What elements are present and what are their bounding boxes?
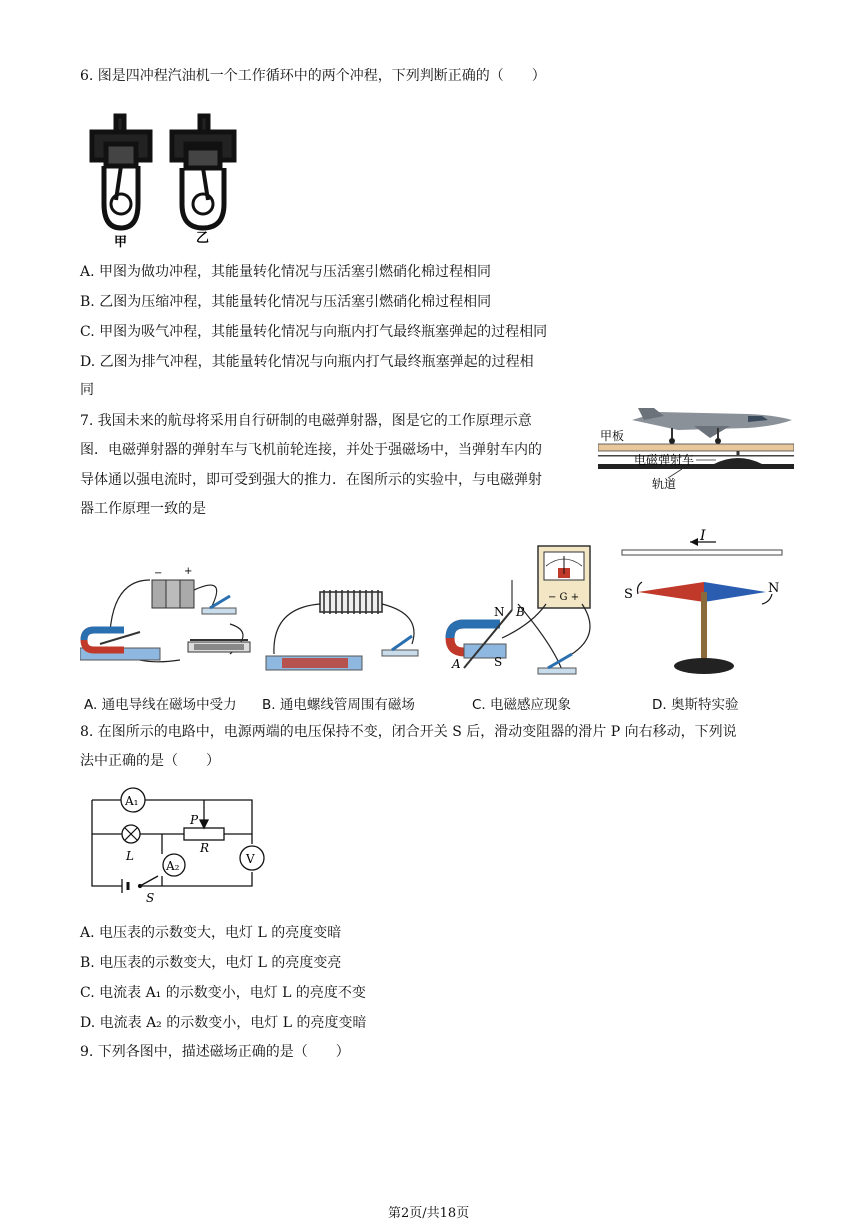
svg-text:S: S (146, 891, 155, 902)
label-a: A (452, 657, 461, 671)
label-cart: 电磁弹射车 (634, 453, 695, 467)
q6-option-d: D. 乙图为排气冲程，其能量转化情况与向瓶内打气最终瓶塞弹起的过程相 (80, 354, 534, 370)
q7-stem-line-1: 7. 我国未来的航母将采用自行研制的电磁弹射器，图是它的工作原理示意 (80, 413, 532, 429)
label-s: S (494, 655, 503, 669)
svg-text:A₁: A₁ (125, 794, 139, 808)
q8-option-b: B. 电压表的示数变大，电灯 L 的亮度变亮 (80, 955, 342, 971)
svg-text:V: V (246, 852, 255, 866)
svg-text:R: R (200, 841, 210, 855)
figure-c-induction (442, 544, 602, 684)
q7-stem-line-4: 器工作原理一致的是 (80, 501, 206, 517)
label-n: N (494, 605, 505, 619)
battery-pack (152, 566, 194, 608)
label-s-pole: S (624, 587, 633, 602)
engine-label-yi: 乙 (196, 231, 210, 246)
rheostat (188, 640, 250, 652)
catapult-figure (598, 398, 794, 494)
q7-stem-line-2: 图．电磁弹射器的弹射车与飞机前轮连接，并处于强磁场中，当弹射车内的 (80, 442, 542, 458)
figure-d-oersted (612, 524, 792, 682)
catapult-cart (714, 458, 762, 464)
needle-stand (701, 592, 707, 662)
deck (598, 444, 794, 451)
galvanometer (538, 546, 590, 608)
label-current: I (700, 528, 706, 544)
svg-text:− G +: − G + (548, 592, 580, 603)
battery (122, 879, 128, 893)
svg-text:−: − (154, 568, 163, 579)
q7-stem-line-3: 导体通以强电流时，即可受到强大的推力．在图所示的实验中，与电磁弹射 (80, 472, 542, 488)
q8-option-c: C. 电流表 A₁ 的示数变小，电灯 L 的亮度不变 (80, 985, 366, 1001)
straight-wire (622, 550, 782, 555)
caption-a: A. 通电导线在磁场中受力 (84, 697, 237, 713)
horseshoe-magnet (450, 624, 506, 658)
figure-a-wire-in-field (80, 562, 260, 674)
q6-option-d-cont: 同 (80, 382, 94, 398)
switch (382, 636, 418, 656)
q6-option-c: C. 甲图为吸气冲程，其能量转化情况与向瓶内打气最终瓶塞弹起的过程相同 (80, 324, 548, 340)
engine-jia (92, 116, 150, 228)
solenoid-coil (320, 590, 382, 614)
conductor-ab (464, 610, 512, 668)
stand-base (674, 658, 734, 674)
label-b: B (516, 605, 525, 619)
track (598, 464, 794, 469)
horseshoe-magnet (80, 630, 160, 660)
switch (202, 596, 236, 614)
q6-option-b: B. 乙图为压缩冲程，其能量转化情况与压活塞引燃硝化棉过程相同 (80, 294, 492, 310)
engine-strokes-figure (84, 104, 254, 250)
q8-stem-line-1: 8. 在图所示的电路中，电源两端的电压保持不变，闭合开关 S 后，滑动变阻器的滑片 P 向右移动，下列说 (80, 724, 737, 740)
q9-stem: 9. 下列各图中，描述磁场正确的是（ ） (80, 1044, 350, 1060)
label-track: 轨道 (652, 477, 677, 491)
engine-yi (172, 116, 234, 228)
label-deck: 甲板 (600, 429, 625, 443)
switch (538, 654, 576, 674)
figure-b-solenoid (262, 584, 437, 678)
q8-option-a: A. 电压表的示数变大，电灯 L 的亮度变暗 (80, 925, 342, 941)
svg-text:P: P (190, 813, 199, 827)
caption-c: C. 电磁感应现象 (472, 697, 572, 713)
caption-d: D. 奥斯特实验 (652, 697, 739, 713)
engine-label-jia: 甲 (114, 235, 128, 250)
svg-text:A₂: A₂ (166, 859, 180, 873)
q8-stem-line-2: 法中正确的是（ ） (80, 753, 220, 769)
svg-text:L: L (126, 849, 134, 863)
q8-option-d: D. 电流表 A₂ 的示数变小，电灯 L 的亮度变暗 (80, 1015, 367, 1031)
q6-stem: 6. 图是四冲程汽油机一个工作循环中的两个冲程，下列判断正确的（ ） (80, 68, 546, 84)
caption-b: B. 通电螺线管周围有磁场 (262, 697, 415, 713)
q6-option-a: A. 甲图为做功冲程，其能量转化情况与压活塞引燃硝化棉过程相同 (80, 264, 492, 280)
page-number: 第2页/共18页 (388, 1206, 470, 1221)
svg-text:+: + (184, 566, 193, 577)
circuit-diagram (86, 784, 276, 902)
jet-plane-image (632, 408, 792, 444)
label-n-pole: N (768, 581, 780, 596)
